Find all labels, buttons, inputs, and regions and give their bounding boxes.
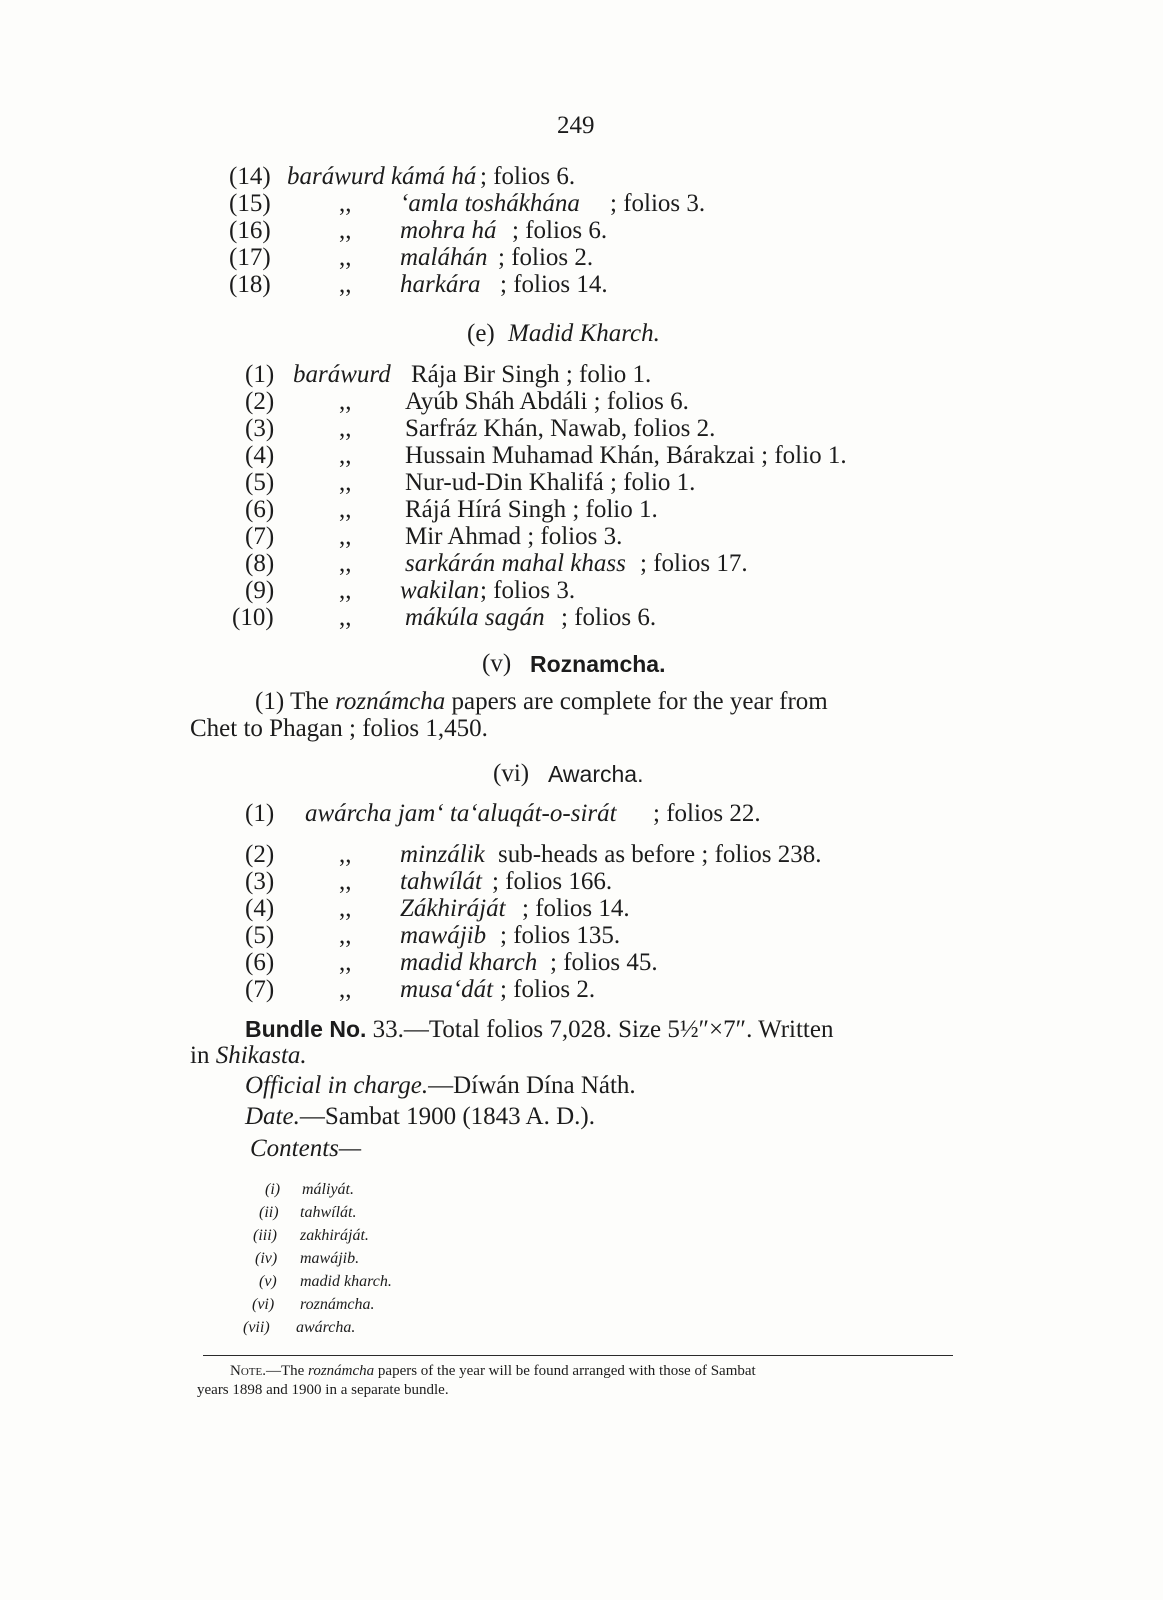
list-item-number: (2) — [245, 841, 275, 868]
section-v-number: (v) — [482, 650, 512, 677]
footnote-text: papers of the year will be found arranged with those of Sambat — [374, 1363, 756, 1379]
list-item-ditto: ,, — [339, 577, 352, 604]
list-item-number: (17) — [229, 244, 271, 271]
list-item-text: madid kharch — [400, 949, 538, 976]
list-item-suffix: ; folios 3. — [480, 577, 576, 604]
official-in-charge — [245, 1072, 636, 1100]
footnote-rule — [203, 1355, 953, 1356]
footnote-line1 — [230, 1362, 756, 1380]
list-item-suffix: ; folios 45. — [550, 949, 658, 976]
list-item-suffix: ; folios 6. — [512, 217, 608, 244]
list-item-text: harkára — [400, 271, 481, 298]
list-item-number: (3) — [245, 415, 275, 442]
official-value: —Díwán Dína Náth. — [428, 1072, 636, 1099]
list-item-suffix: ; folios 14. — [522, 895, 630, 922]
footnote-label: Note. — [230, 1363, 266, 1379]
section-v-paragraph-line1 — [255, 688, 828, 716]
list-item-suffix: ; folios 2. — [500, 976, 596, 1003]
list-item-suffix: ; folios 166. — [492, 868, 613, 895]
list-item-ditto: ,, — [339, 217, 352, 244]
list-item-text: Ayúb Sháh Abdáli ; folios 6. — [405, 388, 689, 415]
list-item-ditto: ,, — [339, 388, 352, 415]
list-item-text: minzálik — [400, 841, 485, 868]
date-label: Date. — [245, 1103, 300, 1130]
list-item-ditto: ,, — [339, 604, 352, 631]
bundle-summary: 33.—Total folios 7,028. Size 5½″×7″. Written — [366, 1016, 834, 1043]
bundle-date — [245, 1103, 595, 1131]
list-item-suffix: ; folios 14. — [500, 271, 608, 298]
list-item-number: (14) — [229, 163, 271, 190]
list-item-text: wakilan — [400, 577, 480, 604]
list-item-ditto: ,, — [339, 922, 352, 949]
list-item-ditto: ,, — [339, 949, 352, 976]
list-item-ditto: ,, — [339, 550, 352, 577]
list-item-number: (6) — [245, 949, 275, 976]
list-item-suffix: ; folios 17. — [640, 550, 748, 577]
list-item-suffix: ; folios 135. — [500, 922, 621, 949]
list-item-number: (16) — [229, 217, 271, 244]
list-item-ditto: ,, — [339, 841, 352, 868]
bundle-script: Shikasta. — [215, 1042, 307, 1069]
contents-number: (iv) — [255, 1250, 278, 1267]
paragraph-text: papers are complete for the year from — [445, 688, 828, 715]
list-item-ditto: ,, — [339, 415, 352, 442]
contents-number: (v) — [259, 1273, 277, 1290]
footnote-text: —The — [265, 1363, 309, 1379]
contents-item: máliyát. — [302, 1181, 354, 1198]
contents-number: (vii) — [243, 1319, 270, 1336]
footnote-line2: years 1898 and 1900 in a separate bundle. — [197, 1382, 449, 1398]
contents-item: tahwílát. — [300, 1204, 357, 1221]
list-item-text: musa‘dát — [400, 976, 494, 1003]
section-e-heading: Madid Kharch. — [508, 320, 660, 347]
list-item-number: (6) — [245, 496, 275, 523]
list-item-suffix: ; folios 22. — [653, 800, 761, 827]
official-label: Official in charge. — [245, 1072, 429, 1099]
date-value: —Sambat 1900 (1843 A. D.). — [299, 1103, 595, 1130]
list-item-ditto: ,, — [339, 244, 352, 271]
list-item-ditto: ,, — [339, 442, 352, 469]
list-item-ditto: ,, — [339, 895, 352, 922]
list-item-ditto: ,, — [339, 190, 352, 217]
list-item-number: (7) — [245, 976, 275, 1003]
list-item-text: Rájá Hírá Singh ; folio 1. — [405, 496, 658, 523]
list-item-text: Sarfráz Khán, Nawab, folios 2. — [405, 415, 716, 442]
contents-item: zakhiráját. — [300, 1227, 369, 1244]
list-item-number: (1) — [245, 800, 275, 827]
list-item-text: sarkárán mahal khass — [405, 550, 626, 577]
bundle-label: Bundle No. — [245, 1016, 367, 1042]
list-item-suffix: ; folios 6. — [561, 604, 657, 631]
list-item-number: (4) — [245, 442, 275, 469]
contents-item: madid kharch. — [300, 1273, 392, 1290]
list-item-ditto: ,, — [339, 976, 352, 1003]
list-item-text: Zákhiráját — [400, 895, 506, 922]
contents-item: awárcha. — [296, 1319, 356, 1336]
list-item-text: baráwurd kámá há — [287, 163, 477, 190]
list-item-ditto: ,, — [339, 523, 352, 550]
list-item-text: Mir Ahmad ; folios 3. — [405, 523, 623, 550]
list-item-ditto: ,, — [339, 868, 352, 895]
list-item-suffix: ; folios 6. — [480, 163, 576, 190]
list-item-ditto: baráwurd — [293, 361, 391, 388]
paragraph-text: (1) The — [255, 688, 336, 715]
list-item-number: (8) — [245, 550, 275, 577]
list-item-number: (2) — [245, 388, 275, 415]
list-item-text: Hussain Muhamad Khán, Bárakzai ; folio 1. — [405, 442, 847, 469]
list-item-number: (9) — [245, 577, 275, 604]
contents-label: Contents— — [250, 1135, 362, 1162]
list-item-ditto: ,, — [339, 469, 352, 496]
contents-item: roznámcha. — [300, 1296, 375, 1313]
list-item-number: (10) — [232, 604, 274, 631]
contents-number: (ii) — [259, 1204, 279, 1221]
list-item-ditto: ,, — [339, 496, 352, 523]
list-item-number: (5) — [245, 922, 275, 949]
contents-number: (iii) — [253, 1227, 277, 1244]
list-item-text: Rája Bir Singh ; folio 1. — [411, 361, 652, 388]
footnote-italic: roznámcha — [308, 1363, 375, 1379]
page-number: 249 — [557, 112, 595, 139]
list-item-number: (3) — [245, 868, 275, 895]
list-item-number: (1) — [245, 361, 275, 388]
bundle-line1 — [245, 1015, 833, 1044]
list-item-number: (5) — [245, 469, 275, 496]
paragraph-italic: roznámcha — [335, 688, 446, 715]
list-item-text: tahwílát — [400, 868, 482, 895]
list-item-suffix: sub-heads as before ; folios 238. — [498, 841, 822, 868]
contents-item: mawájib. — [300, 1250, 360, 1267]
bundle-script-prefix: in — [190, 1042, 216, 1069]
list-item-number: (18) — [229, 271, 271, 298]
list-item-suffix: ; folios 2. — [498, 244, 594, 271]
list-item-text: maláhán — [400, 244, 488, 271]
section-e-prefix: (e) — [467, 320, 495, 347]
list-item-text: ‘amla toshákhána — [400, 190, 580, 217]
list-item-number: (15) — [229, 190, 271, 217]
section-vi-number: (vi) — [493, 760, 530, 787]
list-item-text: mohra há — [400, 217, 497, 244]
list-item-text: Nur-ud-Din Khalifá ; folio 1. — [405, 469, 696, 496]
section-vi-heading: Awarcha. — [548, 761, 644, 787]
contents-number: (i) — [265, 1181, 281, 1198]
list-item-suffix: ; folios 3. — [610, 190, 706, 217]
bundle-line2 — [190, 1042, 307, 1070]
list-item-ditto: ,, — [339, 271, 352, 298]
list-item-number: (4) — [245, 895, 275, 922]
list-item-number: (7) — [245, 523, 275, 550]
list-item-text: mawájib — [400, 922, 487, 949]
section-v-paragraph-line2: Chet to Phagan ; folios 1,450. — [190, 715, 488, 742]
list-item-text: mákúla sagán — [405, 604, 545, 631]
section-v-heading: Roznamcha. — [530, 651, 666, 677]
contents-number: (vi) — [252, 1296, 275, 1313]
list-item-text: awárcha jam‘ ta‘aluqát-o-sirát — [305, 800, 617, 827]
